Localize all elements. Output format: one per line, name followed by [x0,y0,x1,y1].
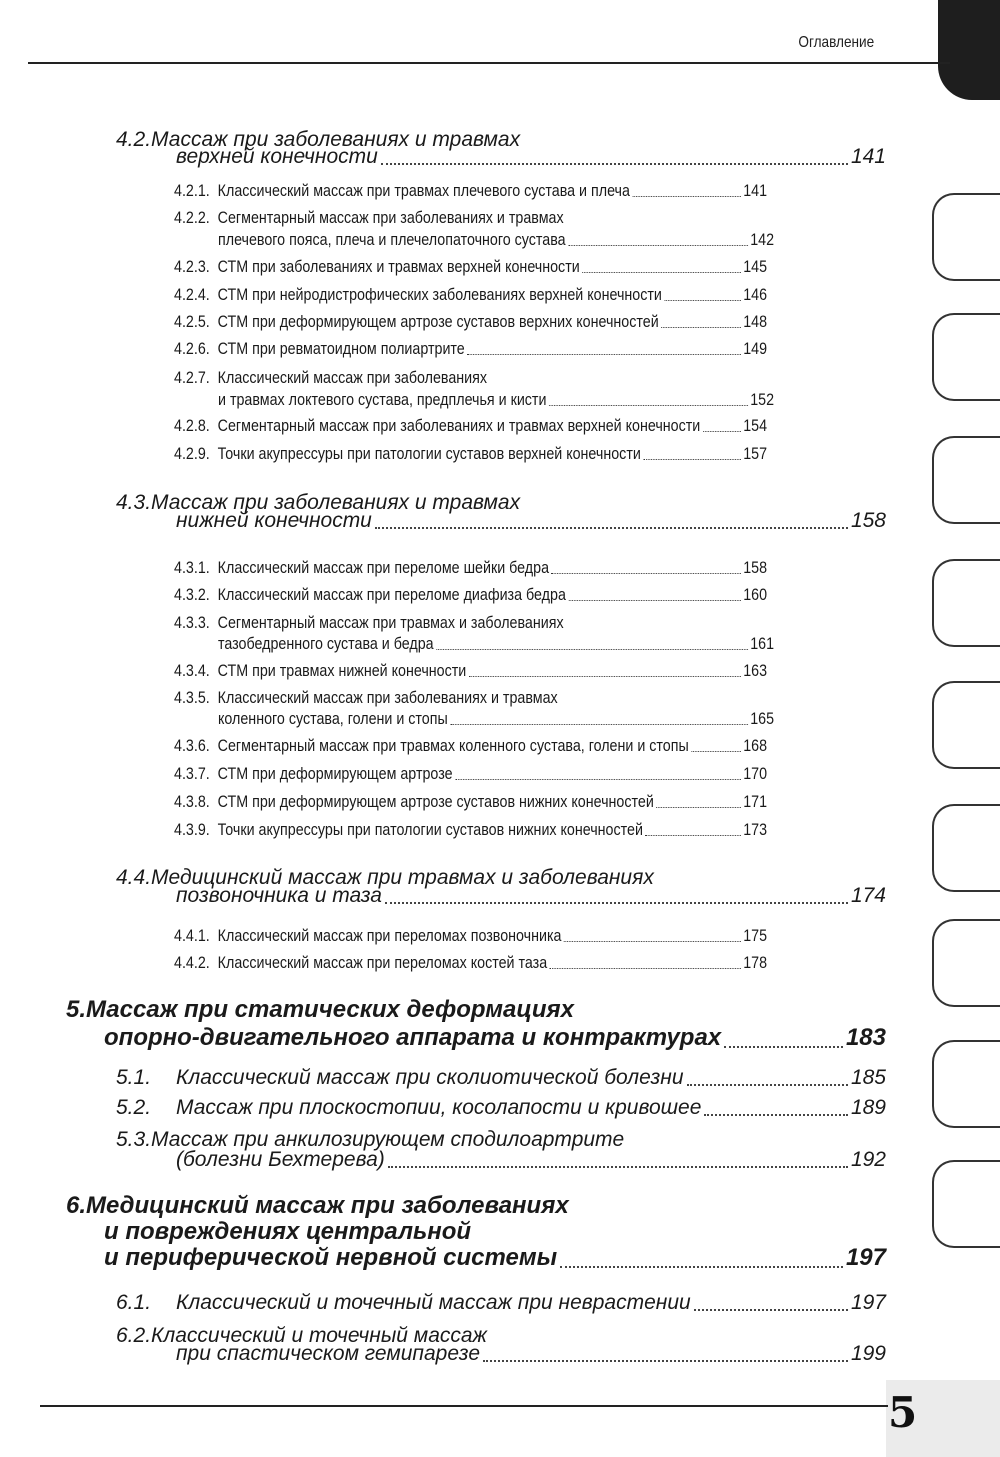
dot-leader [656,807,740,808]
toc-number: 4.3.1. [174,558,210,577]
toc-page: 142 [750,230,775,249]
toc-number: 4.2.8. [174,416,210,435]
header-rule [28,62,950,64]
toc-page: 197 [850,1291,886,1314]
toc-page: 175 [743,926,768,945]
toc-number: 5.2. [116,1096,152,1119]
toc-number: 5.3. [116,1128,152,1151]
index-tab [932,1040,1000,1128]
toc-page: 163 [743,661,768,680]
toc-page: 183 [845,1024,886,1051]
dot-leader [381,163,848,165]
index-tab [932,313,1000,401]
toc-number: 4.2.6. [174,339,210,358]
index-tab [932,1160,1000,1248]
toc-number: 4.2.2. [174,208,210,227]
toc-item-4-3-4[interactable] [174,661,880,681]
toc-item-4-2-7-line2[interactable] [218,390,880,410]
dot-leader [388,1166,848,1168]
toc-title: Сегментарный массаж при травмах и заболеваниях [217,613,564,632]
toc-number: 4.3.3. [174,613,210,632]
toc-title: Массаж при заболеваниях и травмах [151,128,521,151]
dot-leader [450,724,747,725]
toc-number: 5.1. [116,1066,152,1089]
toc-item-4-2-3[interactable] [174,257,880,277]
dot-leader [582,272,740,273]
toc-page: 178 [743,953,768,972]
index-tab [932,559,1000,647]
toc-item-4-4-2[interactable] [174,953,880,973]
dot-leader [560,1266,843,1268]
toc-item-4-2-2-line2[interactable] [218,230,880,250]
index-tab [932,804,1000,892]
toc-section-6-2-line2[interactable] [176,1342,886,1366]
toc-title: Классический массаж при переломах костей таза [217,953,548,972]
toc-title: Массаж при анкилозирующем сподилоартрите [151,1128,625,1151]
toc-page: 199 [850,1342,886,1365]
toc-item-4-3-8[interactable] [174,792,880,812]
toc-page: 174 [850,884,886,907]
toc-title: Медицинский массаж при травмах и заболеваниях [151,866,654,889]
toc-item-4-3-9[interactable] [174,820,880,840]
toc-item-4-2-7[interactable] [174,368,880,388]
corner-tab [938,0,1000,100]
toc-page: 189 [850,1096,886,1119]
toc-page: 161 [750,634,775,653]
toc-section-4-2-line2[interactable] [176,145,886,169]
toc-page: 146 [743,285,768,304]
toc-title: Классический и точечный массаж [151,1324,488,1347]
toc-page: 157 [743,444,768,463]
toc-title: Медицинский массаж при заболеваниях [86,1192,569,1219]
toc-item-4-3-7[interactable] [174,764,880,784]
toc-page: 141 [743,181,768,200]
toc-title: и повреждениях центральной [104,1218,472,1245]
toc-title: Классический массаж при сколиотической болезни [176,1066,684,1089]
dot-leader [632,196,740,197]
toc-page: 149 [743,339,768,358]
toc-number: 4.3.2. [174,585,210,604]
toc-chapter-5[interactable] [66,996,886,1024]
dot-leader [691,751,740,752]
toc-item-4-3-5-line2[interactable] [218,709,880,729]
toc-page: 152 [750,390,775,409]
toc-item-4-3-6[interactable] [174,736,880,756]
toc-chapter-6-line2[interactable] [104,1218,924,1246]
toc-number: 4.2.4. [174,285,210,304]
toc-page: 197 [845,1244,886,1271]
toc-page: 165 [750,709,775,728]
toc-page: 158 [743,558,768,577]
dot-leader [549,405,748,406]
page-number: 5 [888,1388,918,1437]
toc-number: 5. [66,996,87,1023]
toc-title: Массаж при статических деформациях [86,996,574,1023]
toc-number: 4.3.7. [174,764,210,783]
toc-page: 168 [743,736,768,755]
toc-title: Массаж при заболеваниях и травмах [151,491,521,514]
toc-title: СТМ при деформирующем артрозе [217,764,453,783]
dot-leader [564,941,741,942]
toc-title: и периферической нервной системы [104,1244,558,1271]
toc-item-4-3-5[interactable] [174,688,880,708]
dot-leader [436,649,748,650]
toc-title: Массаж при плоскостопии, косолапости и кривошее [176,1096,702,1119]
index-tab [932,436,1000,524]
toc-title: коленного сустава, голени и стопы [218,709,448,728]
toc-item-4-2-8[interactable] [174,416,880,436]
dot-leader [724,1046,843,1048]
dot-leader [550,968,741,969]
toc-title: плечевого пояса, плеча и плечелопаточного сустава [218,230,566,249]
toc-page: 158 [850,509,886,532]
toc-title: Классический массаж при заболеваниях [217,368,488,387]
toc-number: 4.3.9. [174,820,210,839]
toc-title: Сегментарный массаж при заболеваниях и травмах [217,208,564,227]
toc-number: 4.3. [116,491,152,514]
dot-leader [467,354,740,355]
dot-leader [568,600,740,601]
toc-item-4-3-1[interactable] [174,558,880,578]
toc-page: 148 [743,312,768,331]
toc-number: 4.3.4. [174,661,210,680]
toc-number: 4.3.8. [174,792,210,811]
toc-number: 4.3.6. [174,736,210,755]
toc-item-4-4-1[interactable] [174,926,880,946]
toc-title: СТМ при деформирующем артрозе суставов нижних конечностей [217,792,654,811]
toc-section-4-3-line2[interactable] [176,509,886,533]
toc-section-5-2[interactable] [116,1096,886,1120]
toc-number: 4.2.3. [174,257,210,276]
toc-title: Классический и точечный массаж при неврастении [176,1291,691,1314]
toc-title: СТМ при ревматоидном полиартрите [217,339,465,358]
dot-leader [375,527,848,529]
toc-title: СТМ при заболеваниях и травмах верхней конечности [217,257,580,276]
index-tab [932,919,1000,1007]
toc-title: Сегментарный массаж при травмах коленного сустава, голени и стопы [217,736,689,755]
toc-title: Классический массаж при переломе шейки бедра [217,558,550,577]
toc-section-5-1[interactable] [116,1066,886,1090]
toc-page: 170 [743,764,768,783]
dot-leader [385,902,848,904]
dot-leader [568,245,748,246]
toc-section-6-1[interactable] [116,1291,886,1315]
toc-item-4-2-5[interactable] [174,312,880,332]
dot-leader [643,459,740,460]
dot-leader [645,835,740,836]
toc-page: 173 [743,820,768,839]
toc-title: СТМ при деформирующем артрозе суставов верхних конечностей [217,312,659,331]
toc-chapter-6[interactable] [66,1192,886,1220]
toc-title: и травмах локтевого сустава, предплечья и кисти [218,390,547,409]
toc-page: 160 [743,585,768,604]
toc-title: при спастическом гемипарезе [176,1342,480,1365]
toc-title: опорно-двигательного аппарата и контрактурах [104,1024,722,1051]
toc-title: Классический массаж при травмах плечевого сустава и плеча [217,181,630,200]
toc-number: 6.1. [116,1291,152,1314]
toc-item-4-2-9[interactable] [174,444,880,464]
dot-leader [703,431,741,432]
dot-leader [455,779,741,780]
toc-page: 145 [743,257,768,276]
toc-title: СТМ при травмах нижней конечности [217,661,467,680]
toc-title: верхней конечности [176,145,378,168]
toc-number: 4.2.5. [174,312,210,331]
toc-number: 4.2. [116,128,152,151]
index-tab [932,193,1000,281]
toc-number: 6.2. [116,1324,152,1347]
toc-title: Классический массаж при переломах позвоночника [217,926,562,945]
toc-title: Точки акупрессуры при патологии суставов верхней конечности [217,444,641,463]
toc-number: 4.2.7. [174,368,210,387]
toc-title: Классический массаж при заболеваниях и травмах [217,688,558,707]
toc-number: 4.2.9. [174,444,210,463]
toc-title: Сегментарный массаж при заболеваниях и травмах верхней конечности [217,416,701,435]
running-header: Оглавление [798,34,874,51]
toc-page: 171 [743,792,768,811]
toc-page: 185 [850,1066,886,1089]
toc-item-4-3-3-line2[interactable] [218,634,880,654]
toc-number: 4.3.5. [174,688,210,707]
toc-item-4-2-4[interactable] [174,285,880,305]
dot-leader [552,573,741,574]
toc-item-4-2-2[interactable] [174,208,880,228]
toc-chapter-5-line2[interactable] [104,1024,886,1052]
toc-page: 141 [850,145,886,168]
dot-leader [694,1309,848,1311]
dot-leader [469,676,741,677]
toc-item-4-3-3[interactable] [174,613,880,633]
toc-title: тазобедренного сустава и бедра [218,634,434,653]
toc-item-4-3-2[interactable] [174,585,880,605]
toc-title: (болезни Бехтерева) [176,1148,385,1171]
toc-item-4-2-1[interactable] [174,181,880,201]
dot-leader [704,1114,848,1116]
toc-page: 192 [850,1148,886,1171]
dot-leader [664,300,740,301]
dot-leader [483,1360,848,1362]
dot-leader [661,327,740,328]
toc-section-5-3-line2[interactable] [176,1148,886,1172]
index-tab [932,681,1000,769]
toc-chapter-6-line3[interactable] [104,1244,886,1272]
toc-page: 154 [743,416,768,435]
toc-title: нижней конечности [176,509,372,532]
toc-title: Классический массаж при переломе диафиза бедра [217,585,566,604]
toc-number: 4.4.2. [174,953,210,972]
toc-number: 4.2.1. [174,181,210,200]
toc-title: СТМ при нейродистрофических заболеваниях верхней конечности [217,285,662,304]
toc-item-4-2-6[interactable] [174,339,880,359]
toc-number: 6. [66,1192,87,1219]
toc-number: 4.4. [116,866,152,889]
footer-rule [40,1405,888,1407]
toc-title: Точки акупрессуры при патологии суставов нижних конечностей [217,820,643,839]
dot-leader [687,1084,848,1086]
toc-title: позвоночника и таза [176,884,382,907]
toc-section-4-4-line2[interactable] [176,884,886,908]
toc-number: 4.4.1. [174,926,210,945]
